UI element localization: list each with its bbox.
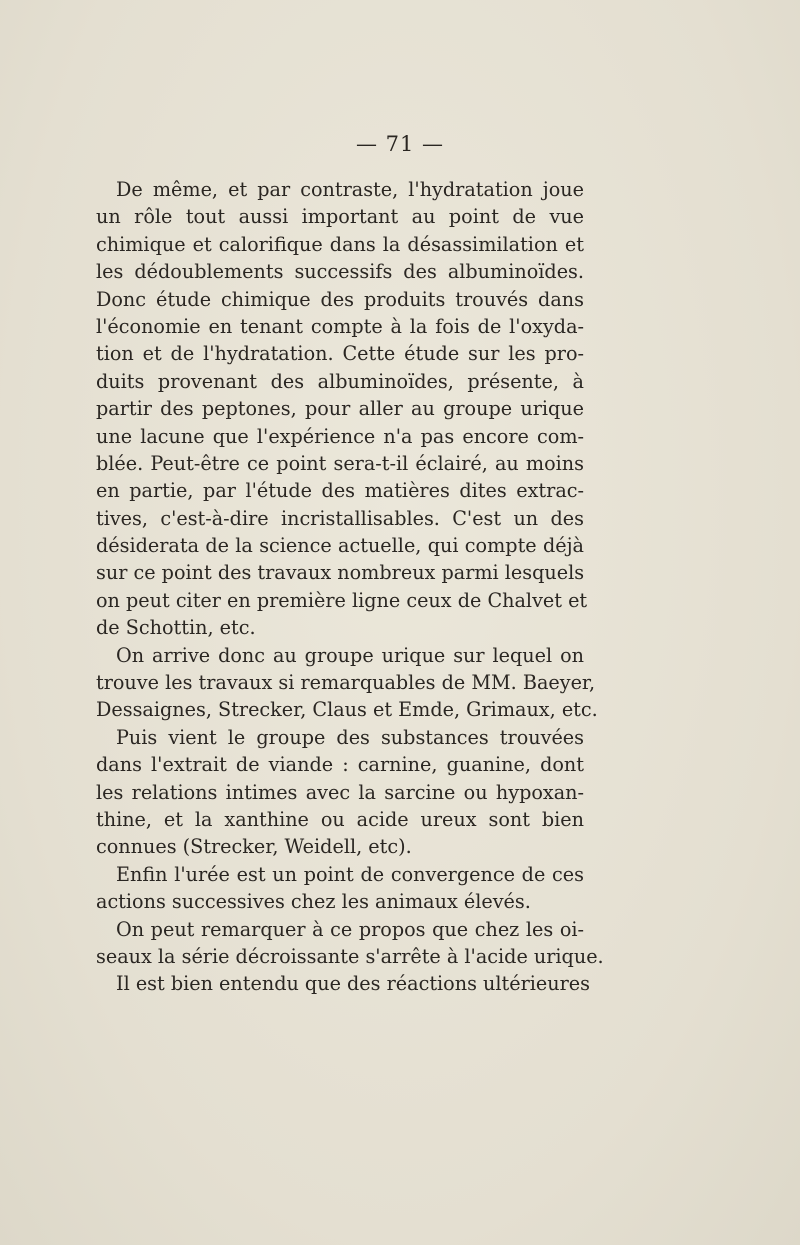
text-line: partir des peptones, pour aller au groupe urique bbox=[96, 397, 584, 421]
text-line: tion et de l'hydratation. Cette étude sur les pro- bbox=[96, 342, 584, 366]
text-line: connues (Strecker, Weidell, etc). bbox=[96, 835, 412, 859]
text-line: seaux la série décroissante s'arrête à l'acide urique. bbox=[96, 944, 604, 968]
text-line: thine, et la xanthine ou acide ureux sont bien bbox=[96, 807, 584, 831]
text-line: une lacune que l'expérience n'a pas encore com- bbox=[96, 424, 584, 448]
text-line: Puis vient le groupe des substances trouvées bbox=[116, 725, 584, 749]
text-line: l'économie en tenant compte à la fois de l'oxyda- bbox=[96, 314, 584, 338]
text-line: les dédoublements successifs des albuminoïdes. bbox=[96, 260, 584, 284]
page-number: — 71 — bbox=[355, 132, 445, 156]
text-line: On arrive donc au groupe urique sur lequel on bbox=[116, 643, 584, 667]
text-line: les relations intimes avec la sarcine ou hypoxan- bbox=[96, 780, 584, 804]
text-line: en partie, par l'étude des matières dites extrac- bbox=[96, 479, 584, 503]
text-line: duits provenant des albuminoïdes, présente, à bbox=[96, 369, 584, 393]
text-line: actions successives chez les animaux élevés. bbox=[96, 890, 531, 914]
text-line: tives, c'est-à-dire incristallisables. C'est un des bbox=[96, 506, 584, 530]
text-line: désiderata de la science actuelle, qui compte déjà bbox=[96, 534, 584, 558]
text-line: blée. Peut-être ce point sera-t-il éclairé, au moins bbox=[96, 451, 584, 475]
text-line: chimique et calorifique dans la désassimilation et bbox=[96, 232, 584, 256]
text-line: Donc étude chimique des produits trouvés dans bbox=[96, 287, 584, 311]
text-line: sur ce point des travaux nombreux parmi lesquels bbox=[96, 561, 585, 585]
text-line: Il est bien entendu que des réactions ultérieures bbox=[116, 972, 590, 996]
text-line: De même, et par contraste, l'hydratation joue bbox=[116, 178, 584, 201]
text-line: de Schottin, etc. bbox=[96, 616, 256, 640]
body-text bbox=[96, 176, 604, 998]
text-line: On peut remarquer à ce propos que chez les oi- bbox=[116, 917, 584, 941]
text-line: trouve les travaux si remarquables de MM. Baeyer, bbox=[96, 671, 596, 695]
text-line: on peut citer en première ligne ceux de Chalvet et bbox=[96, 588, 588, 612]
text-line: un rôle tout aussi important au point de vue bbox=[96, 205, 584, 229]
text-line: Dessaignes, Strecker, Claus et Emde, Grimaux, etc. bbox=[96, 698, 598, 722]
text-line: Enfin l'urée est un point de convergence de ces bbox=[116, 862, 584, 886]
text-line: dans l'extrait de viande : carnine, guanine, dont bbox=[96, 753, 584, 777]
